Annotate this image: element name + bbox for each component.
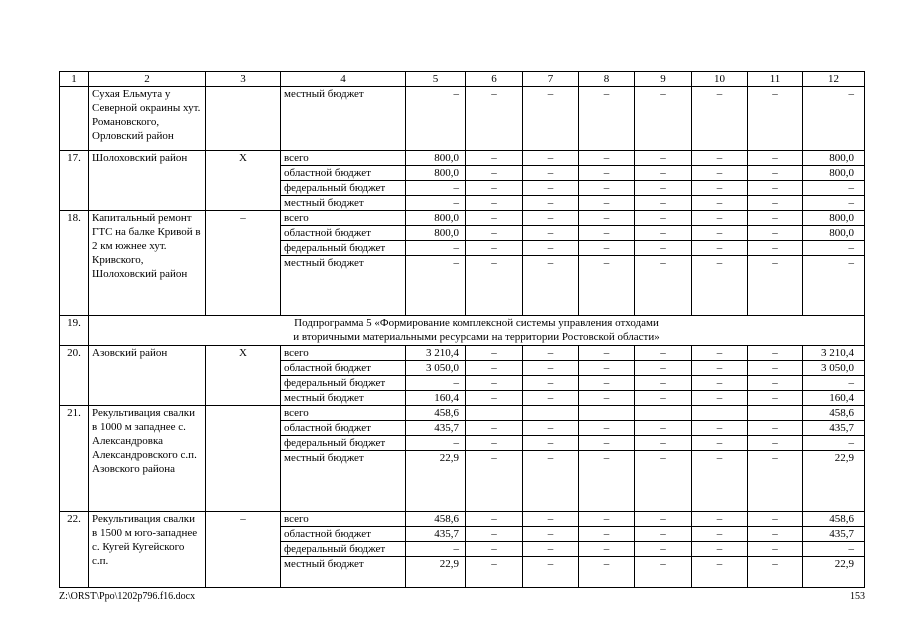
value-cell-5: – — [406, 376, 466, 391]
value-cell-6: – — [466, 376, 523, 391]
item-name: Азовский район — [89, 346, 206, 406]
value-cell-10: – — [692, 361, 748, 376]
value-cell-9: – — [635, 87, 692, 151]
table-row — [60, 211, 865, 226]
value-cell-7: – — [523, 241, 579, 256]
budget-source-label: местный бюджет — [281, 196, 406, 211]
value-cell-12: 435,7 — [803, 421, 865, 436]
value-cell-8: – — [579, 527, 635, 542]
value-cell-12: – — [803, 436, 865, 451]
value-cell-8: – — [579, 196, 635, 211]
value-cell-11: – — [748, 256, 803, 316]
column-number-cell: 8 — [579, 72, 635, 87]
value-cell-7: – — [523, 557, 579, 588]
column-number-cell: 1 — [60, 72, 89, 87]
value-cell-6: – — [466, 436, 523, 451]
value-cell-10: – — [692, 527, 748, 542]
value-cell-6: – — [466, 346, 523, 361]
value-cell-9: – — [635, 451, 692, 512]
budget-source-label: федеральный бюджет — [281, 542, 406, 557]
value-cell-6: – — [466, 557, 523, 588]
value-cell-11: – — [748, 512, 803, 527]
value-cell-12: 3 210,4 — [803, 346, 865, 361]
value-cell-7: – — [523, 211, 579, 226]
budget-source-label: областной бюджет — [281, 166, 406, 181]
value-cell-6: – — [466, 211, 523, 226]
value-cell-10: – — [692, 211, 748, 226]
item-name: Капитальный ремонт ГТС на балке Кривой в 2 км южнее хут. Кривского, Шолоховский район — [89, 211, 206, 316]
value-cell-9: – — [635, 376, 692, 391]
value-cell-11: – — [748, 451, 803, 512]
value-cell-5: 160,4 — [406, 391, 466, 406]
value-cell-8: – — [579, 241, 635, 256]
column-number-cell: 4 — [281, 72, 406, 87]
value-cell-9: – — [635, 391, 692, 406]
value-cell-9 — [635, 406, 692, 421]
value-cell-5: – — [406, 181, 466, 196]
value-cell-12: – — [803, 196, 865, 211]
value-cell-5: – — [406, 542, 466, 557]
value-cell-10: – — [692, 376, 748, 391]
value-cell-5: – — [406, 87, 466, 151]
value-cell-12: – — [803, 256, 865, 316]
value-cell-11: – — [748, 527, 803, 542]
value-cell-5: 22,9 — [406, 451, 466, 512]
value-cell-11: – — [748, 376, 803, 391]
row-number: 17. — [60, 151, 89, 211]
row-number: 20. — [60, 346, 89, 406]
value-cell-6: – — [466, 512, 523, 527]
value-cell-5: – — [406, 436, 466, 451]
value-cell-6: – — [466, 151, 523, 166]
budget-source-label: федеральный бюджет — [281, 241, 406, 256]
value-cell-12: 800,0 — [803, 166, 865, 181]
value-cell-6: – — [466, 542, 523, 557]
value-cell-8: – — [579, 166, 635, 181]
budget-source-label: областной бюджет — [281, 527, 406, 542]
value-cell-10: – — [692, 421, 748, 436]
budget-source-label: областной бюджет — [281, 226, 406, 241]
column-number-cell: 3 — [206, 72, 281, 87]
value-cell-5: 458,6 — [406, 512, 466, 527]
value-cell-8 — [579, 406, 635, 421]
value-cell-10: – — [692, 151, 748, 166]
value-cell-11: – — [748, 181, 803, 196]
row-number: 19. — [60, 316, 89, 346]
column-number-cell: 12 — [803, 72, 865, 87]
value-cell-5: 3 210,4 — [406, 346, 466, 361]
item-mark: – — [206, 512, 281, 588]
value-cell-5: 800,0 — [406, 166, 466, 181]
budget-source-label: всего — [281, 211, 406, 226]
value-cell-8: – — [579, 181, 635, 196]
value-cell-5: – — [406, 256, 466, 316]
value-cell-11: – — [748, 557, 803, 588]
table-row — [60, 316, 865, 346]
table-row — [60, 151, 865, 166]
value-cell-12: – — [803, 542, 865, 557]
column-number-cell: 11 — [748, 72, 803, 87]
value-cell-9: – — [635, 512, 692, 527]
value-cell-11: – — [748, 166, 803, 181]
value-cell-8: – — [579, 436, 635, 451]
value-cell-7: – — [523, 181, 579, 196]
value-cell-10 — [692, 406, 748, 421]
value-cell-7 — [523, 406, 579, 421]
value-cell-10: – — [692, 346, 748, 361]
value-cell-5: 435,7 — [406, 527, 466, 542]
budget-source-label: местный бюджет — [281, 557, 406, 588]
value-cell-7: – — [523, 527, 579, 542]
value-cell-7: – — [523, 421, 579, 436]
value-cell-11: – — [748, 226, 803, 241]
value-cell-7: – — [523, 512, 579, 527]
value-cell-6: – — [466, 391, 523, 406]
column-number-cell: 9 — [635, 72, 692, 87]
value-cell-6: – — [466, 241, 523, 256]
value-cell-8: – — [579, 542, 635, 557]
value-cell-7: – — [523, 151, 579, 166]
value-cell-5: – — [406, 196, 466, 211]
value-cell-10: – — [692, 241, 748, 256]
value-cell-8: – — [579, 421, 635, 436]
value-cell-12: 800,0 — [803, 151, 865, 166]
value-cell-12: 435,7 — [803, 527, 865, 542]
value-cell-11: – — [748, 436, 803, 451]
value-cell-10: – — [692, 557, 748, 588]
value-cell-5: 22,9 — [406, 557, 466, 588]
value-cell-9: – — [635, 166, 692, 181]
value-cell-12: 3 050,0 — [803, 361, 865, 376]
value-cell-12: – — [803, 87, 865, 151]
item-name: Сухая Ельмута у Северной окраины хут. Романовского, Орловский район — [89, 87, 206, 151]
value-cell-10: – — [692, 451, 748, 512]
budget-source-label: федеральный бюджет — [281, 181, 406, 196]
value-cell-11: – — [748, 346, 803, 361]
value-cell-5: 800,0 — [406, 151, 466, 166]
value-cell-5: 458,6 — [406, 406, 466, 421]
value-cell-6: – — [466, 181, 523, 196]
value-cell-12: 800,0 — [803, 211, 865, 226]
value-cell-7: – — [523, 87, 579, 151]
value-cell-10: – — [692, 181, 748, 196]
row-number: 18. — [60, 211, 89, 316]
value-cell-11: – — [748, 241, 803, 256]
value-cell-12: 22,9 — [803, 451, 865, 512]
value-cell-11: – — [748, 421, 803, 436]
value-cell-5: 800,0 — [406, 211, 466, 226]
item-name: Рекультивация свалки в 1000 м западнее с. Александровка Александровского с.п. Азовского района — [89, 406, 206, 512]
value-cell-12: – — [803, 241, 865, 256]
value-cell-5: 3 050,0 — [406, 361, 466, 376]
footer-file-path: Z:\ORST\Ppo\1202p796.f16.docx — [59, 591, 196, 602]
value-cell-11: – — [748, 196, 803, 211]
value-cell-8: – — [579, 451, 635, 512]
value-cell-7: – — [523, 166, 579, 181]
value-cell-8: – — [579, 211, 635, 226]
value-cell-11 — [748, 406, 803, 421]
budget-source-label: областной бюджет — [281, 361, 406, 376]
value-cell-7: – — [523, 256, 579, 316]
value-cell-6 — [466, 406, 523, 421]
value-cell-9: – — [635, 211, 692, 226]
item-name: Шолоховский район — [89, 151, 206, 211]
value-cell-7: – — [523, 196, 579, 211]
value-cell-11: – — [748, 151, 803, 166]
column-number-cell: 7 — [523, 72, 579, 87]
value-cell-10: – — [692, 256, 748, 316]
value-cell-6: – — [466, 256, 523, 316]
value-cell-7: – — [523, 376, 579, 391]
value-cell-10: – — [692, 196, 748, 211]
item-mark — [206, 87, 281, 151]
row-number: 21. — [60, 406, 89, 512]
value-cell-12: 160,4 — [803, 391, 865, 406]
value-cell-9: – — [635, 361, 692, 376]
value-cell-9: – — [635, 256, 692, 316]
value-cell-8: – — [579, 361, 635, 376]
value-cell-12: 458,6 — [803, 406, 865, 421]
item-mark: Х — [206, 151, 281, 211]
table-row — [60, 346, 865, 361]
value-cell-8: – — [579, 151, 635, 166]
subprogram-title-line: Подпрограмма 5 «Формирование комплексной системы управления отходами — [294, 317, 659, 329]
value-cell-10: – — [692, 87, 748, 151]
value-cell-7: – — [523, 361, 579, 376]
value-cell-10: – — [692, 226, 748, 241]
value-cell-7: – — [523, 436, 579, 451]
value-cell-5: 435,7 — [406, 421, 466, 436]
value-cell-5: – — [406, 241, 466, 256]
budget-source-label: всего — [281, 406, 406, 421]
value-cell-10: – — [692, 512, 748, 527]
value-cell-6: – — [466, 421, 523, 436]
value-cell-10: – — [692, 542, 748, 557]
value-cell-7: – — [523, 391, 579, 406]
value-cell-11: – — [748, 391, 803, 406]
subprogram-title-line: и вторичными материальными ресурсами на территории Ростовской области» — [293, 331, 660, 343]
budget-source-label: федеральный бюджет — [281, 436, 406, 451]
column-number-cell: 5 — [406, 72, 466, 87]
budget-source-label: местный бюджет — [281, 451, 406, 512]
value-cell-12: – — [803, 181, 865, 196]
budget-source-label: всего — [281, 151, 406, 166]
item-mark — [206, 406, 281, 512]
column-number-row — [60, 72, 865, 87]
value-cell-9: – — [635, 181, 692, 196]
item-mark: Х — [206, 346, 281, 406]
value-cell-12: – — [803, 376, 865, 391]
value-cell-9: – — [635, 542, 692, 557]
value-cell-7: – — [523, 346, 579, 361]
value-cell-9: – — [635, 346, 692, 361]
value-cell-12: 22,9 — [803, 557, 865, 588]
budget-source-label: местный бюджет — [281, 87, 406, 151]
value-cell-9: – — [635, 421, 692, 436]
value-cell-9: – — [635, 226, 692, 241]
item-name: Рекультивация свалки в 1500 м юго-западнее с. Кугей Кугейского с.п. — [89, 512, 206, 588]
value-cell-6: – — [466, 451, 523, 512]
column-number-cell: 6 — [466, 72, 523, 87]
value-cell-12: 800,0 — [803, 226, 865, 241]
budget-source-label: всего — [281, 346, 406, 361]
value-cell-11: – — [748, 542, 803, 557]
value-cell-8: – — [579, 376, 635, 391]
table-row — [60, 406, 865, 421]
row-number: 22. — [60, 512, 89, 588]
column-number-cell: 2 — [89, 72, 206, 87]
value-cell-10: – — [692, 391, 748, 406]
value-cell-8: – — [579, 226, 635, 241]
value-cell-9: – — [635, 557, 692, 588]
value-cell-9: – — [635, 527, 692, 542]
budget-source-label: всего — [281, 512, 406, 527]
value-cell-7: – — [523, 451, 579, 512]
value-cell-8: – — [579, 557, 635, 588]
budget-source-label: местный бюджет — [281, 256, 406, 316]
value-cell-8: – — [579, 256, 635, 316]
value-cell-11: – — [748, 87, 803, 151]
value-cell-8: – — [579, 512, 635, 527]
column-number-cell: 10 — [692, 72, 748, 87]
value-cell-10: – — [692, 436, 748, 451]
budget-source-label: федеральный бюджет — [281, 376, 406, 391]
row-number — [60, 87, 89, 151]
subprogram-title — [89, 316, 865, 346]
value-cell-5: 800,0 — [406, 226, 466, 241]
value-cell-6: – — [466, 226, 523, 241]
value-cell-6: – — [466, 166, 523, 181]
value-cell-9: – — [635, 151, 692, 166]
budget-table — [59, 71, 865, 588]
value-cell-11: – — [748, 211, 803, 226]
item-mark: – — [206, 211, 281, 316]
value-cell-12: 458,6 — [803, 512, 865, 527]
footer-page-number: 153 — [850, 591, 865, 602]
value-cell-9: – — [635, 241, 692, 256]
value-cell-9: – — [635, 436, 692, 451]
value-cell-8: – — [579, 87, 635, 151]
value-cell-10: – — [692, 166, 748, 181]
value-cell-6: – — [466, 196, 523, 211]
value-cell-8: – — [579, 346, 635, 361]
budget-source-label: областной бюджет — [281, 421, 406, 436]
value-cell-6: – — [466, 87, 523, 151]
table-row — [60, 512, 865, 527]
value-cell-7: – — [523, 226, 579, 241]
value-cell-7: – — [523, 542, 579, 557]
value-cell-11: – — [748, 361, 803, 376]
budget-source-label: местный бюджет — [281, 391, 406, 406]
table-row — [60, 87, 865, 151]
value-cell-6: – — [466, 361, 523, 376]
value-cell-8: – — [579, 391, 635, 406]
value-cell-9: – — [635, 196, 692, 211]
value-cell-6: – — [466, 527, 523, 542]
